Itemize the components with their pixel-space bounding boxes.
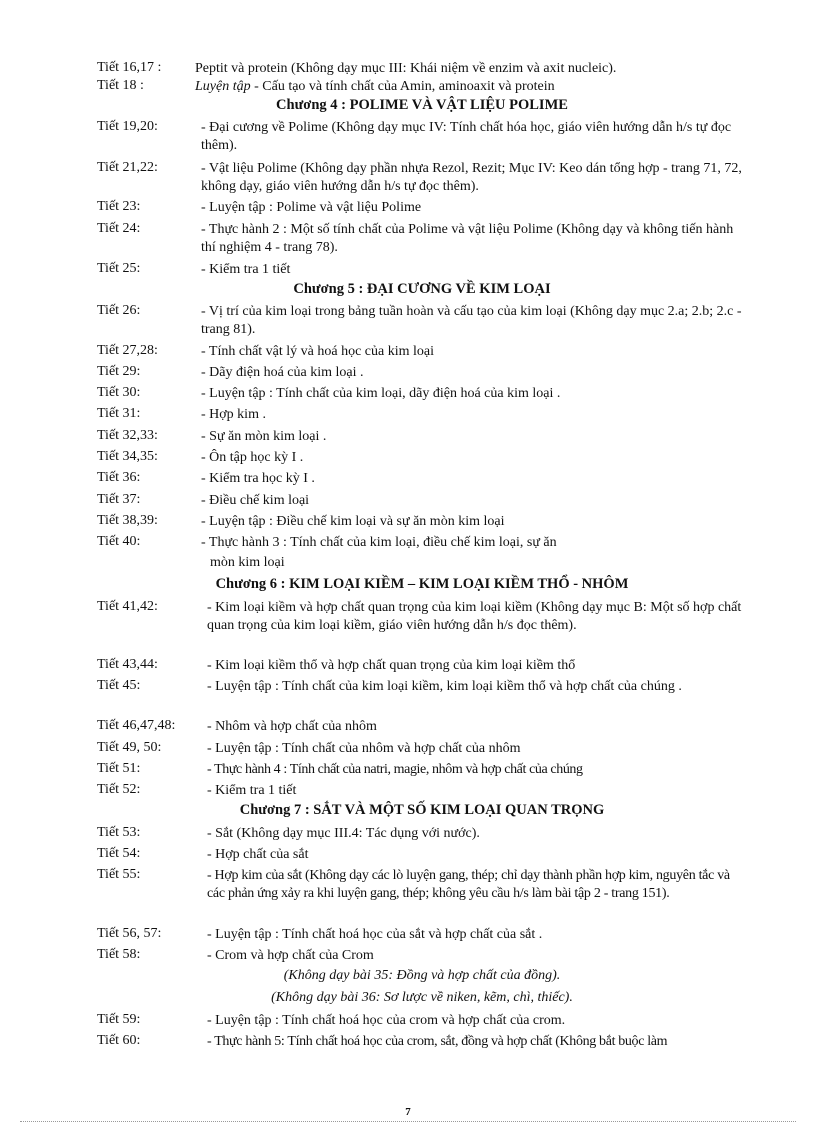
lesson-text: - Luyện tập : Tính chất của kim loại kiềm, kim loại kiềm thổ và hợp chất của chúng .: [207, 679, 682, 694]
lesson-text: - Luyện tập : Điều chế kim loại và sự ăn mòn kim loại: [201, 514, 505, 529]
lesson-text: - Thực hành 3 : Tính chất của kim loại, điều chế kim loại, sự ăn: [201, 535, 557, 550]
lesson-text: - Thực hành 5: Tính chất hoá học của crom, sắt, đồng và hợp chất (Không bắt buộc làm: [207, 1034, 668, 1049]
lesson-text: Peptit và protein (Không dạy mục III: Khái niệm về enzim và axit nucleic).: [195, 61, 617, 76]
chapter-heading: Chương 6 : KIM LOẠI KIỀM – KIM LOẠI KIỀM THỔ - NHÔM: [215, 576, 629, 592]
lesson-label: Tiết 43,44:: [97, 657, 158, 672]
lesson-text: - Vị trí của kim loại trong bảng tuần hoàn và cấu tạo của kim loại (Không dạy mục 2.a; 2.b; 2.c - trang 81).: [201, 304, 742, 337]
lesson-label: Tiết 49, 50:: [97, 740, 162, 755]
lesson-text: - Luyện tập : Polime và vật liệu Polime: [201, 200, 422, 215]
table-row: [97, 343, 747, 361]
lesson-text: - Hợp kim của sắt (Không dạy các lò luyện gang, thép; chỉ dạy thành phần hợp kim, nguyên tắc và các phản ứng xảy ra khi luyện gang, thép; không yêu cầu h/s làm bài tập 2 - trang 151).: [207, 868, 730, 901]
table-row: [97, 428, 747, 446]
lesson-label: Tiết 34,35:: [97, 449, 158, 464]
lesson-label: Tiết 60:: [97, 1033, 141, 1048]
lesson-text: - Kim loại kiềm thổ và hợp chất quan trọng của kim loại kiềm thổ: [207, 658, 576, 673]
table-row: [97, 554, 747, 572]
lesson-label: Tiết 23:: [97, 199, 141, 214]
lesson-text: - Vật liệu Polime (Không dạy phần nhựa Rezol, Rezit; Mục IV: Keo dán tổng hợp - trang 71, 72, không dạy, giáo viên hướng dẫn h/s tự đọc thêm).: [201, 161, 742, 194]
table-row: [97, 385, 747, 403]
table-row: [97, 513, 747, 531]
lesson-label: Tiết 16,17 :: [97, 60, 162, 75]
lesson-text: - Tính chất vật lý và hoá học của kim loại: [201, 344, 435, 359]
table-row: [97, 261, 747, 279]
lesson-label: Tiết 40:: [97, 534, 141, 549]
table-row: [97, 678, 747, 714]
lesson-label: Tiết 54:: [97, 846, 141, 861]
note-text: (Không dạy bài 35: Đồng và hợp chất của đồng).: [283, 968, 561, 983]
lesson-text: - Nhôm và hợp chất của nhôm: [207, 719, 377, 734]
table-row: [97, 221, 747, 257]
lesson-label: Tiết 53:: [97, 825, 141, 840]
lesson-text: - Điều chế kim loại: [201, 493, 310, 508]
page-number: 7: [405, 1106, 411, 1118]
table-row: [97, 846, 747, 864]
lesson-label: Tiết 45:: [97, 678, 141, 693]
note-text: (Không dạy bài 36: Sơ lược về niken, kẽm, chì, thiếc).: [271, 990, 573, 1005]
lesson-label: Tiết 30:: [97, 385, 141, 400]
table-row: [97, 782, 747, 800]
table-row: [97, 947, 747, 965]
table-row: [97, 599, 747, 653]
table-row: [97, 364, 747, 382]
lesson-text: mòn kim loại: [210, 555, 285, 570]
lesson-text: - Luyện tập : Tính chất hoá học của sắt và hợp chất của sắt .: [207, 927, 543, 942]
lesson-text: - Luyện tập : Tính chất hoá học của crom và hợp chất của crom.: [207, 1013, 566, 1028]
table-row: [97, 926, 747, 944]
lesson-label: Tiết 52:: [97, 782, 141, 797]
lesson-text: - Kim loại kiềm và hợp chất quan trọng của kim loại kiềm (Không dạy mục B: Một số hợp chất quan trọng của kim loại kiềm, giáo viên hướng dẫn h/s đọc thêm).: [207, 600, 742, 633]
lesson-text: - Thực hành 4 : Tính chất của natri, magie, nhôm và hợp chất của chúng: [207, 762, 583, 777]
lesson-text: - Sự ăn mòn kim loại .: [201, 429, 327, 444]
lesson-text: - Thực hành 2 : Một số tính chất của Polime và vật liệu Polime (Không dạy và không tiến hành thí nghiệm 4 - trang 78).: [201, 222, 734, 255]
table-row: [97, 657, 747, 675]
lesson-label: Tiết 21,22:: [97, 160, 158, 175]
chapter-heading: Chương 7 : SẮT VÀ MỘT SỐ KIM LOẠI QUAN TRỌNG: [239, 802, 605, 818]
table-row: [97, 492, 747, 510]
lesson-label: Tiết 18 :: [97, 78, 144, 93]
table-row: [97, 1033, 747, 1051]
footer-divider: [20, 1121, 796, 1122]
lesson-text: - Đại cương về Polime (Không dạy mục IV: Tính chất hóa học, giáo viên hướng dẫn h/s tự đọc thêm).: [201, 120, 732, 153]
lesson-text: - Hợp kim .: [201, 407, 266, 422]
lesson-text: - Crom và hợp chất của Crom: [207, 948, 374, 963]
table-row: [97, 718, 747, 736]
lesson-label: Tiết 32,33:: [97, 428, 158, 443]
lesson-text: - Luyện tập : Tính chất của nhôm và hợp chất của nhôm: [207, 741, 521, 756]
table-row: [97, 78, 747, 96]
lesson-label: Tiết 27,28:: [97, 343, 158, 358]
table-row: [97, 761, 747, 779]
lesson-label: Tiết 36:: [97, 470, 141, 485]
chapter-heading: Chương 5 : ĐẠI CƯƠNG VỀ KIM LOẠI: [293, 281, 551, 297]
lesson-text: - Ôn tập học kỳ I .: [201, 450, 304, 465]
lesson-text: - Sắt (Không dạy mục III.4: Tác dụng với nước).: [207, 826, 480, 841]
lesson-text: - Dãy điện hoá của kim loại .: [201, 365, 364, 380]
lesson-text: - Hợp chất của sắt: [207, 847, 309, 862]
table-row: [97, 199, 747, 217]
lesson-label: Tiết 25:: [97, 261, 141, 276]
lesson-text: - Kiểm tra 1 tiết: [201, 262, 291, 277]
lesson-label: Tiết 37:: [97, 492, 141, 507]
lesson-label: Tiết 59:: [97, 1012, 141, 1027]
lesson-lead: Luyện tập: [195, 79, 251, 94]
lesson-text: - Kiểm tra 1 tiết: [207, 783, 297, 798]
lesson-label: Tiết 24:: [97, 221, 141, 236]
table-row: [97, 867, 747, 921]
lesson-label: Tiết 19,20:: [97, 119, 158, 134]
table-row: [97, 740, 747, 758]
lesson-label: Tiết 41,42:: [97, 599, 158, 614]
chapter-heading: Chương 4 : POLIME VÀ VẬT LIỆU POLIME: [276, 97, 568, 113]
table-row: [97, 406, 747, 424]
table-row: [97, 534, 747, 552]
table-row: [97, 449, 747, 467]
table-row: [97, 1012, 747, 1030]
table-row: [97, 119, 747, 155]
table-row: [97, 470, 747, 488]
lesson-label: Tiết 26:: [97, 303, 141, 318]
lesson-label: Tiết 46,47,48:: [97, 718, 176, 733]
table-row: [97, 160, 747, 196]
table-row: [97, 825, 747, 843]
lesson-label: Tiết 58:: [97, 947, 141, 962]
table-row: [97, 60, 747, 78]
lesson-label: Tiết 31:: [97, 406, 141, 421]
lesson-label: Tiết 56, 57:: [97, 926, 162, 941]
lesson-label: Tiết 51:: [97, 761, 141, 776]
lesson-text: Luyện tập - Cấu tạo và tính chất của Amin, aminoaxit và protein: [195, 79, 555, 94]
lesson-label: Tiết 38,39:: [97, 513, 158, 528]
table-row: [97, 303, 747, 339]
lesson-text: - Luyện tập : Tính chất của kim loại, dãy điện hoá của kim loại .: [201, 386, 561, 401]
lesson-label: Tiết 55:: [97, 867, 141, 882]
lesson-label: Tiết 29:: [97, 364, 141, 379]
lesson-text: - Kiểm tra học kỳ I .: [201, 471, 315, 486]
